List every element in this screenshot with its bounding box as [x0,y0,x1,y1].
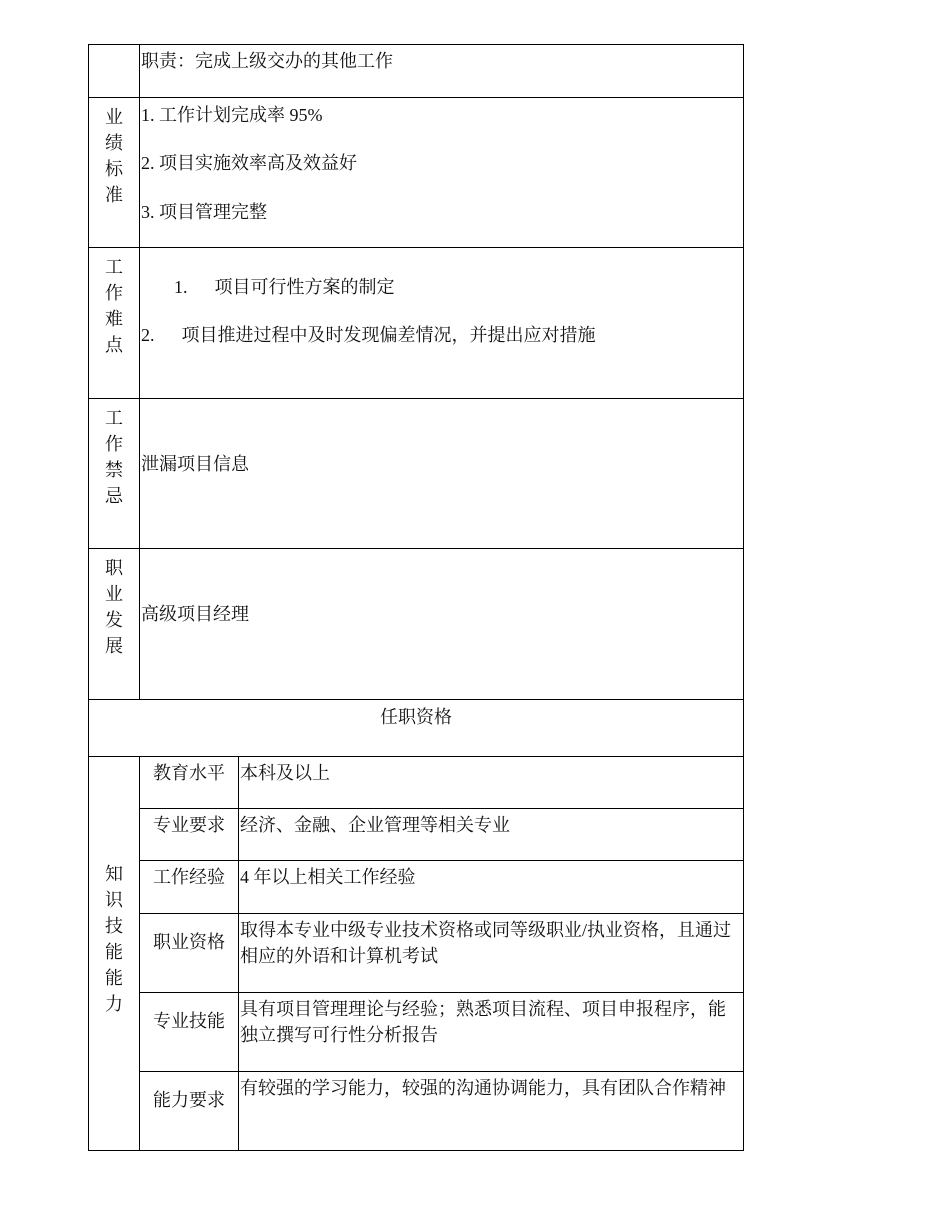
qualification-name: 能力要求 [140,1072,239,1151]
qualification-value: 本科及以上 [239,757,744,809]
taboo-text: 泄漏项目信息 [140,399,744,549]
difficulty-row [89,248,744,399]
career-row [89,549,744,700]
duty-label-cell [89,45,140,98]
qualification-value: 取得本专业中级专业技术资格或同等级职业/执业资格，且通过相应的外语和计算机考试 [239,914,744,993]
difficulty-items [140,248,744,399]
duty-text: 职责：完成上级交办的其他工作 [140,45,744,98]
performance-label: 业 绩 标 准 [89,98,140,248]
career-label: 职 业 发 展 [89,549,140,700]
job-description-table [88,44,744,1151]
performance-item: 3. 项目管理完整 [141,202,267,222]
qualification-side-label: 知 识 技 能 能 力 [89,757,140,1151]
qualification-row [89,861,744,914]
difficulty-item: 2. 项目推进过程中及时发现偏差情况，并提出应对措施 [141,325,596,345]
difficulty-label: 工 作 难 点 [89,248,140,399]
taboo-label: 工 作 禁 忌 [89,399,140,549]
qualification-row [89,1072,744,1151]
performance-row [89,98,744,248]
qualification-name: 职业资格 [140,914,239,993]
qualification-row [89,809,744,861]
performance-item: 1. 工作计划完成率 95% [141,105,323,125]
qualification-value: 具有项目管理理论与经验；熟悉项目流程、项目申报程序，能独立撰写可行性分析报告 [239,993,744,1072]
qualification-row [89,757,744,809]
qualification-row [89,914,744,993]
difficulty-item: 1. 项目可行性方案的制定 [174,277,395,297]
qualification-name: 工作经验 [140,861,239,914]
qualification-value: 经济、金融、企业管理等相关专业 [239,809,744,861]
qualification-name: 专业技能 [140,993,239,1072]
qualification-name: 教育水平 [140,757,239,809]
performance-items [140,98,744,248]
qualification-value: 4 年以上相关工作经验 [239,861,744,914]
duty-row [89,45,744,98]
performance-item: 2. 项目实施效率高及效益好 [141,153,357,173]
qualification-value: 有较强的学习能力，较强的沟通协调能力，具有团队合作精神 [239,1072,744,1151]
taboo-row [89,399,744,549]
qualification-row [89,993,744,1072]
qualification-name: 专业要求 [140,809,239,861]
qualification-title: 任职资格 [89,700,744,757]
career-text: 高级项目经理 [140,549,744,700]
qualification-header-row [89,700,744,757]
